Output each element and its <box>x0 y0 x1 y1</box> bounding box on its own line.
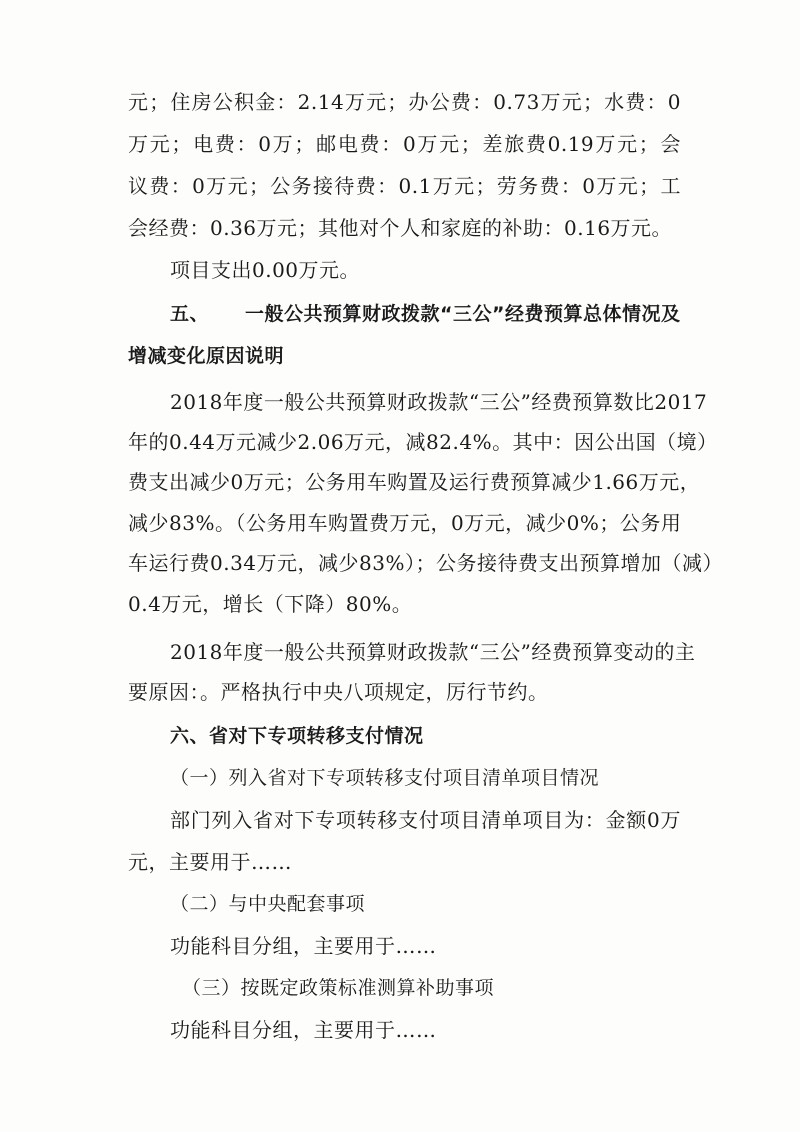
section-6-sub1-title: （一）列入省对下专项转移支付项目清单项目情况 <box>170 767 600 789</box>
section-6-sub3-line-1: 功能科目分组，主要用于…… <box>170 1018 437 1042</box>
section-5-para1-line-6: 0.4万元，增长（下降）80%。 <box>128 592 413 616</box>
section-6-sub3-title: （三）按既定政策标准测算补助事项 <box>182 977 495 999</box>
section-5-para1-line-2: 年的0.44万元减少2.06万元，减82.4%。其中：因公出国（境） <box>128 430 718 454</box>
budget-detail-line-2: 万元；电费：0万；邮电费：0万元；差旅费0.19万元；会 <box>128 132 681 156</box>
section-6-sub1-line-1: 部门列入省对下专项转移支付项目清单项目为：金额0万 <box>170 808 681 832</box>
section-5-para1-line-5: 车运行费0.34万元，减少83%）；公务接待费支出预算增加（减） <box>128 551 723 575</box>
project-expense-text: 项目支出0.00万元。 <box>170 258 361 282</box>
section-6-heading: 六、省对下专项转移支付情况 <box>170 725 424 747</box>
section-5-title-part1: 一般公共预算财政拨款“三公”经费预算总体情况及 <box>245 303 681 325</box>
section-6-sub2-title: （二）与中央配套事项 <box>170 893 366 915</box>
section-5-heading-cont: 增减变化原因说明 <box>128 345 285 367</box>
section-5-para1-line-4: 减少83%。（公务用车购置费万元，0万元，减少0%；公务用 <box>128 511 682 535</box>
section-5-para2-line-2: 要原因：。严格执行中央八项规定，厉行节约。 <box>128 680 549 704</box>
section-5-para1-line-3: 费支出减少0万元；公务用车购置及运行费预算减少1.66万元， <box>128 470 701 494</box>
budget-detail-line-1: 元；住房公积金：2.14万元；办公费：0.73万元；水费：0 <box>128 90 681 114</box>
budget-detail-line-3: 议费：0万元；公务接待费：0.1万元；劳务费：0万元；工 <box>128 174 681 198</box>
section-6-sub2-line-1: 功能科目分组，主要用于…… <box>170 934 437 958</box>
budget-detail-line-4: 会经费：0.36万元；其他对个人和家庭的补助：0.16万元。 <box>128 216 673 240</box>
section-6-sub1-line-2: 元，主要用于…… <box>128 850 292 874</box>
section-5-heading <box>170 300 681 328</box>
section-5-para2-line-1: 2018年度一般公共预算财政拨款“三公”经费预算变动的主 <box>170 640 696 664</box>
section-5-para1-line-1: 2018年度一般公共预算财政拨款“三公”经费预算数比2017 <box>170 390 708 414</box>
section-5-number: 五、 <box>170 303 210 325</box>
